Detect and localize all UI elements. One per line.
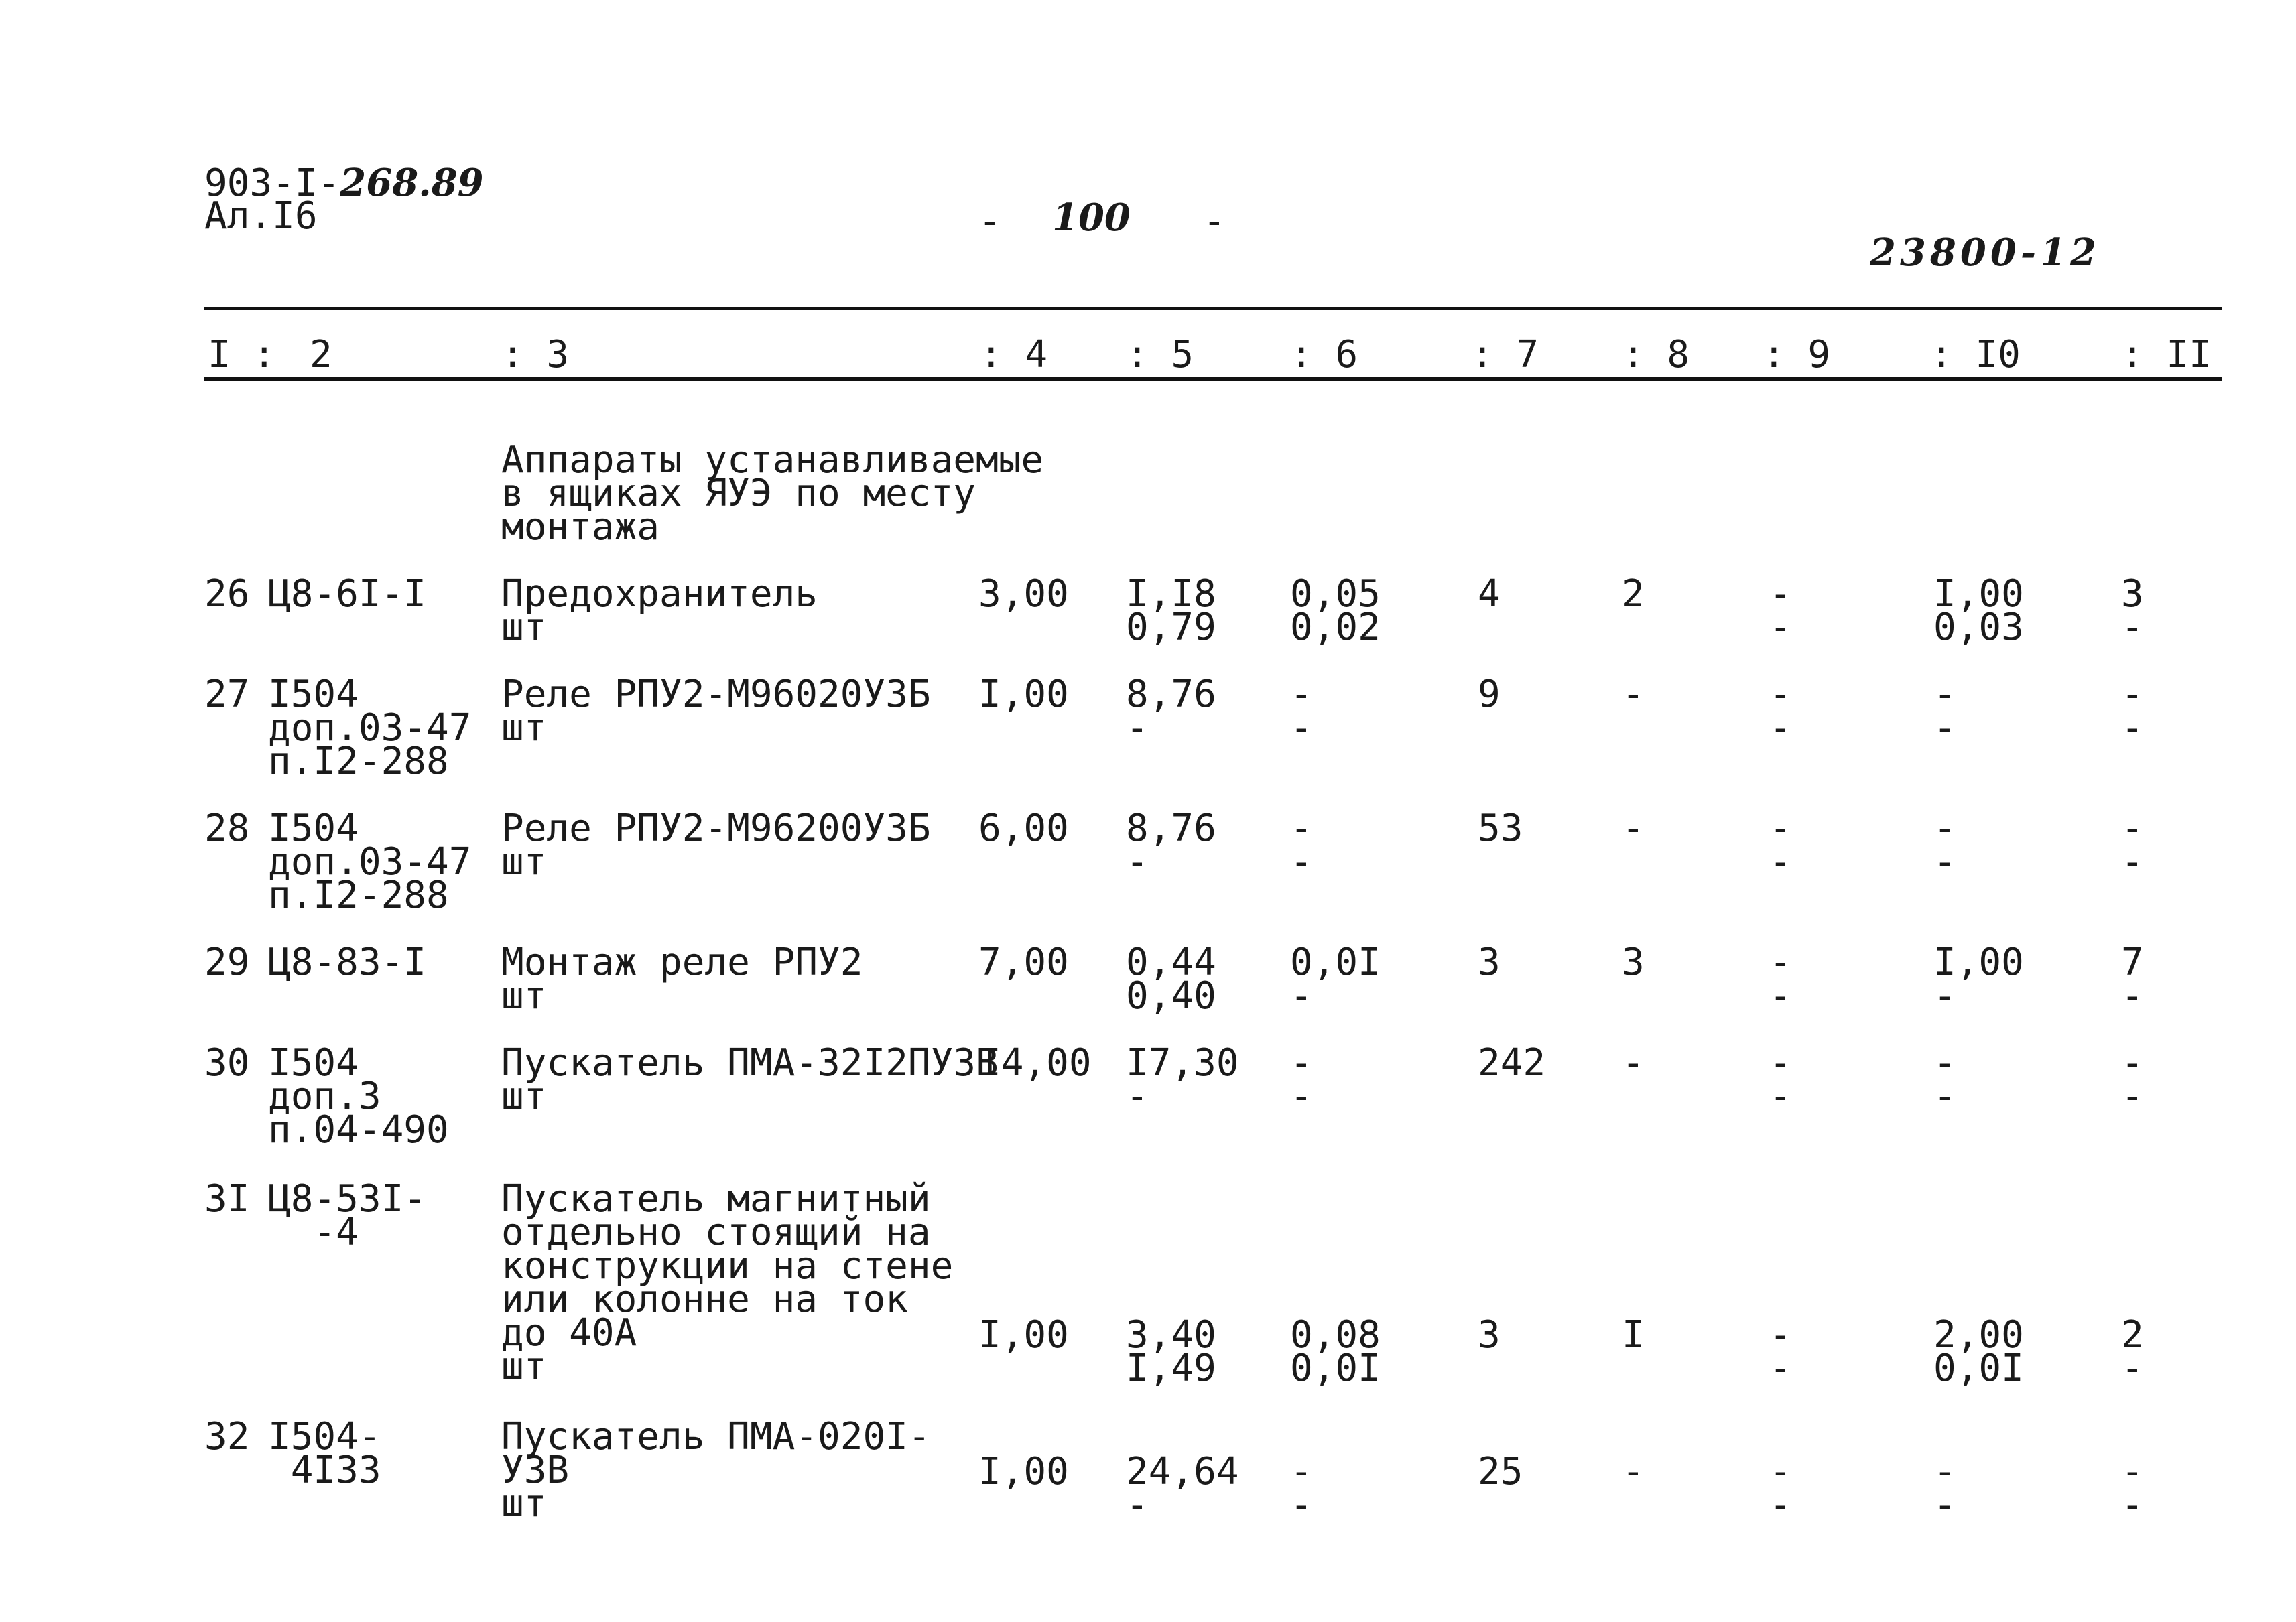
- row-number: 3I: [204, 1177, 250, 1221]
- column-header-8: : 8: [1622, 333, 1690, 377]
- row-col-5: 24,64 -: [1126, 1450, 1239, 1527]
- row-col-8: -: [1622, 673, 1645, 716]
- row-number: 32: [204, 1415, 250, 1459]
- row-col-9: - -: [1769, 673, 1792, 750]
- row-name: Монтаж реле РПУ2 шт: [501, 941, 863, 1018]
- column-header-2: 2: [310, 333, 332, 377]
- row-col-10: - -: [1933, 1041, 1956, 1118]
- row-col-7: 3: [1478, 1313, 1501, 1357]
- column-header-10: : I0: [1930, 333, 2021, 377]
- row-code: Ц8-6I-I: [268, 572, 427, 616]
- header-top-rule: [204, 307, 2222, 310]
- column-header-5: : 5: [1126, 333, 1194, 377]
- row-col-4: I,00: [978, 1450, 1069, 1493]
- row-code: Ц8-83-I: [268, 941, 427, 984]
- page-number: 100: [1052, 196, 1131, 240]
- row-col-5: I7,30 -: [1126, 1041, 1239, 1118]
- column-header-11: : II: [2121, 333, 2212, 377]
- row-col-10: I,00 -: [1933, 941, 2024, 1018]
- document-code-handwritten: 268.89: [340, 161, 484, 205]
- column-header-4: : 4: [980, 333, 1048, 377]
- row-col-8: 3: [1622, 941, 1645, 984]
- row-col-6: 0,05 0,02: [1290, 572, 1381, 649]
- row-code: I504 доп.03-47 п.I2-288: [268, 807, 472, 917]
- row-col-10: I,00 0,03: [1933, 572, 2024, 649]
- registry-number: 23800-12: [1870, 230, 2100, 275]
- row-col-10: - -: [1933, 807, 1956, 884]
- row-name: Реле РПУ2-М96200У3Б шт: [501, 807, 931, 884]
- row-name: Пускатель ПМА-020I- У3В шт: [501, 1415, 931, 1526]
- row-col-9: - -: [1769, 1041, 1792, 1118]
- row-name: Предохранитель шт: [501, 572, 818, 649]
- row-col-11: 7 -: [2121, 941, 2144, 1018]
- row-number: 27: [204, 673, 250, 716]
- column-header-9: : 9: [1763, 333, 1831, 377]
- row-col-6: - -: [1290, 673, 1313, 750]
- document-code-prefix: 903-I-: [204, 161, 340, 205]
- row-col-4: I4,00: [978, 1041, 1092, 1085]
- column-header-1: I :: [208, 333, 276, 377]
- row-col-4: 3,00: [978, 572, 1069, 616]
- row-col-11: - -: [2121, 807, 2144, 884]
- row-col-8: -: [1622, 1450, 1645, 1493]
- section-title: Аппараты устанавливаемые в ящиках ЯУЭ по месту монтажа: [501, 438, 1044, 549]
- row-col-7: 53: [1478, 807, 1523, 850]
- row-code: Ц8-53I- -4: [268, 1177, 427, 1254]
- row-col-9: - -: [1769, 1313, 1792, 1390]
- row-col-11: - -: [2121, 1041, 2144, 1118]
- column-header-3: : 3: [501, 333, 570, 377]
- row-col-6: 0,0I -: [1290, 941, 1381, 1018]
- header-bottom-rule: [204, 377, 2222, 381]
- row-col-10: - -: [1933, 1450, 1956, 1527]
- row-col-6: - -: [1290, 1041, 1313, 1118]
- row-col-5: 0,44 0,40: [1126, 941, 1216, 1018]
- row-number: 29: [204, 941, 250, 984]
- row-col-5: I,I8 0,79: [1126, 572, 1216, 649]
- row-col-11: - -: [2121, 1450, 2144, 1527]
- row-col-8: -: [1622, 1041, 1645, 1085]
- column-header-6: : 6: [1290, 333, 1358, 377]
- row-number: 30: [204, 1041, 250, 1085]
- row-col-11: - -: [2121, 673, 2144, 750]
- row-col-4: I,00: [978, 1313, 1069, 1357]
- row-col-10: 2,00 0,0I: [1933, 1313, 2024, 1390]
- row-col-5: 8,76 -: [1126, 673, 1216, 750]
- row-col-7: 4: [1478, 572, 1501, 616]
- row-col-6: - -: [1290, 1450, 1313, 1527]
- row-col-4: I,00: [978, 673, 1069, 716]
- row-col-6: - -: [1290, 807, 1313, 884]
- row-col-9: - -: [1769, 807, 1792, 884]
- row-col-7: 25: [1478, 1450, 1523, 1493]
- album-number: Ал.I6: [204, 194, 318, 238]
- row-col-8: 2: [1622, 572, 1645, 616]
- row-number: 26: [204, 572, 250, 616]
- row-col-5: 8,76 -: [1126, 807, 1216, 884]
- row-name: Пускатель магнитный отдельно стоящий на конструкции на стене или колонне на ток до 40А шт: [501, 1177, 954, 1388]
- row-col-11: 2 -: [2121, 1313, 2144, 1390]
- row-col-11: 3 -: [2121, 572, 2144, 649]
- row-name: Реле РПУ2-М96020У3Б шт: [501, 673, 931, 750]
- row-col-7: 242: [1478, 1041, 1546, 1085]
- column-header-7: : 7: [1471, 333, 1539, 377]
- row-col-5: 3,40 I,49: [1126, 1313, 1216, 1390]
- row-number: 28: [204, 807, 250, 850]
- row-col-4: 6,00: [978, 807, 1069, 850]
- row-col-10: - -: [1933, 673, 1956, 750]
- page-dash-left: -: [978, 200, 1001, 243]
- page-dash-right: -: [1203, 200, 1226, 243]
- row-code: I504- 4I33: [268, 1415, 381, 1492]
- row-col-6: 0,08 0,0I: [1290, 1313, 1381, 1390]
- row-col-7: 3: [1478, 941, 1501, 984]
- row-name: Пускатель ПМА-32I2ПУ3В шт: [501, 1041, 999, 1118]
- row-col-9: - -: [1769, 572, 1792, 649]
- row-col-8: I: [1622, 1313, 1645, 1357]
- row-col-9: - -: [1769, 1450, 1792, 1527]
- row-col-8: -: [1622, 807, 1645, 850]
- row-col-9: - -: [1769, 941, 1792, 1018]
- row-code: I504 доп.3 п.04-490: [268, 1041, 449, 1152]
- row-col-4: 7,00: [978, 941, 1069, 984]
- row-code: I504 доп.03-47 п.I2-288: [268, 673, 472, 783]
- row-col-7: 9: [1478, 673, 1501, 716]
